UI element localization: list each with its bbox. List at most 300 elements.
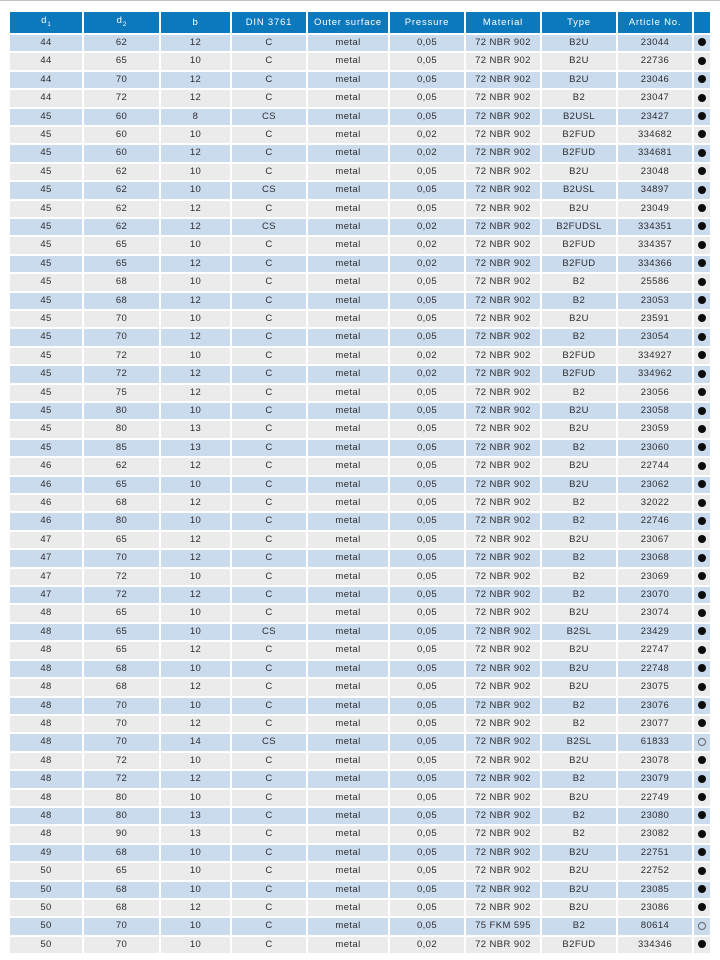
cell-d1: 45 — [10, 109, 82, 125]
cell-pressure: 0,05 — [390, 587, 464, 603]
cell-type: B2SL — [542, 624, 616, 640]
cell-b: 12 — [161, 716, 230, 732]
cell-material: 72 NBR 902 — [466, 753, 540, 769]
cell-b: 12 — [161, 587, 230, 603]
cell-din-3761: C — [232, 274, 306, 290]
cell-din-3761: CS — [232, 624, 306, 640]
cell-d2: 80 — [84, 403, 159, 419]
filled-circle-icon — [698, 811, 706, 819]
table-row — [10, 513, 710, 529]
table-row — [10, 605, 710, 621]
cell-material: 72 NBR 902 — [466, 293, 540, 309]
cell-d2: 72 — [84, 771, 159, 787]
cell-din-3761: CS — [232, 219, 306, 235]
cell-d2: 65 — [84, 624, 159, 640]
cell-pressure: 0,05 — [390, 734, 464, 750]
cell-outer-surface: metal — [308, 624, 388, 640]
cell-pressure: 0,05 — [390, 274, 464, 290]
cell-type: B2U — [542, 863, 616, 879]
filled-circle-icon — [698, 130, 706, 138]
filled-circle-icon — [698, 480, 706, 488]
filled-circle-icon — [698, 940, 706, 948]
cell-b: 12 — [161, 256, 230, 272]
table-row — [10, 35, 710, 51]
open-circle-icon — [698, 922, 706, 930]
cell-availability — [694, 90, 710, 106]
cell-din-3761: C — [232, 256, 306, 272]
cell-d1: 48 — [10, 624, 82, 640]
cell-article-no: 22747 — [618, 642, 692, 658]
cell-material: 72 NBR 902 — [466, 698, 540, 714]
table-row — [10, 237, 710, 253]
filled-circle-icon — [698, 222, 706, 230]
cell-d2: 65 — [84, 532, 159, 548]
table-row — [10, 403, 710, 419]
cell-material: 72 NBR 902 — [466, 90, 540, 106]
filled-circle-icon — [698, 370, 706, 378]
filled-circle-icon — [698, 296, 706, 304]
cell-pressure: 0,02 — [390, 237, 464, 253]
cell-d2: 80 — [84, 513, 159, 529]
cell-d2: 62 — [84, 164, 159, 180]
cell-outer-surface: metal — [308, 569, 388, 585]
cell-d2: 62 — [84, 458, 159, 474]
filled-circle-icon — [698, 149, 706, 157]
cell-d1: 50 — [10, 937, 82, 953]
cell-material: 72 NBR 902 — [466, 109, 540, 125]
cell-material: 72 NBR 902 — [466, 642, 540, 658]
table-row — [10, 311, 710, 327]
cell-article-no: 23044 — [618, 35, 692, 51]
cell-d2: 70 — [84, 937, 159, 953]
filled-circle-icon — [698, 278, 706, 286]
column-header-type — [542, 12, 616, 33]
cell-outer-surface: metal — [308, 72, 388, 88]
table-row — [10, 661, 710, 677]
table-row — [10, 274, 710, 290]
cell-type: B2 — [542, 329, 616, 345]
cell-article-no: 23047 — [618, 90, 692, 106]
cell-d2: 70 — [84, 329, 159, 345]
cell-type: B2SL — [542, 734, 616, 750]
cell-d1: 48 — [10, 605, 82, 621]
cell-pressure: 0,05 — [390, 477, 464, 493]
cell-material: 72 NBR 902 — [466, 366, 540, 382]
cell-article-no: 23070 — [618, 587, 692, 603]
cell-material: 72 NBR 902 — [466, 477, 540, 493]
table-row — [10, 127, 710, 143]
cell-availability — [694, 72, 710, 88]
cell-material: 72 NBR 902 — [466, 771, 540, 787]
column-header-label: Article No. — [628, 16, 682, 28]
cell-pressure: 0,05 — [390, 329, 464, 345]
cell-availability — [694, 513, 710, 529]
cell-d1: 48 — [10, 808, 82, 824]
cell-availability — [694, 421, 710, 437]
cell-type: B2U — [542, 532, 616, 548]
cell-din-3761: C — [232, 826, 306, 842]
cell-outer-surface: metal — [308, 145, 388, 161]
filled-circle-icon — [698, 609, 706, 617]
filled-circle-icon — [698, 57, 706, 65]
cell-d1: 45 — [10, 274, 82, 290]
cell-d1: 48 — [10, 826, 82, 842]
column-header-outer-surface — [308, 12, 388, 33]
column-header-article-no — [618, 12, 692, 33]
cell-b: 12 — [161, 145, 230, 161]
cell-d1: 45 — [10, 403, 82, 419]
cell-b: 12 — [161, 458, 230, 474]
cell-pressure: 0,05 — [390, 293, 464, 309]
cell-outer-surface: metal — [308, 918, 388, 934]
cell-material: 72 NBR 902 — [466, 182, 540, 198]
table-row — [10, 201, 710, 217]
cell-din-3761: C — [232, 127, 306, 143]
cell-article-no: 80614 — [618, 918, 692, 934]
cell-material: 72 NBR 902 — [466, 569, 540, 585]
filled-circle-icon — [698, 646, 706, 654]
cell-b: 10 — [161, 605, 230, 621]
cell-type: B2U — [542, 164, 616, 180]
cell-d2: 65 — [84, 642, 159, 658]
column-header-label: Material — [482, 16, 524, 28]
filled-circle-icon — [698, 885, 706, 893]
cell-availability — [694, 477, 710, 493]
cell-outer-surface: metal — [308, 513, 388, 529]
cell-material: 72 NBR 902 — [466, 127, 540, 143]
cell-din-3761: C — [232, 863, 306, 879]
cell-material: 72 NBR 902 — [466, 826, 540, 842]
cell-type: B2U — [542, 72, 616, 88]
cell-type: B2U — [542, 477, 616, 493]
cell-type: B2FUD — [542, 937, 616, 953]
filled-circle-icon — [698, 388, 706, 396]
cell-material: 72 NBR 902 — [466, 550, 540, 566]
cell-b: 10 — [161, 274, 230, 290]
cell-pressure: 0,05 — [390, 771, 464, 787]
cell-d1: 45 — [10, 293, 82, 309]
cell-availability — [694, 201, 710, 217]
cell-type: B2USL — [542, 109, 616, 125]
cell-article-no: 23079 — [618, 771, 692, 787]
column-header-label: Type — [567, 16, 591, 28]
cell-pressure: 0,05 — [390, 495, 464, 511]
cell-availability — [694, 753, 710, 769]
cell-article-no: 23067 — [618, 532, 692, 548]
cell-din-3761: CS — [232, 182, 306, 198]
cell-availability — [694, 532, 710, 548]
cell-type: B2 — [542, 808, 616, 824]
cell-b: 12 — [161, 72, 230, 88]
cell-d1: 45 — [10, 366, 82, 382]
cell-b: 12 — [161, 532, 230, 548]
filled-circle-icon — [698, 848, 706, 856]
cell-outer-surface: metal — [308, 256, 388, 272]
cell-pressure: 0,02 — [390, 348, 464, 364]
filled-circle-icon — [698, 112, 706, 120]
cell-material: 72 NBR 902 — [466, 587, 540, 603]
cell-pressure: 0,05 — [390, 900, 464, 916]
cell-availability — [694, 605, 710, 621]
cell-b: 12 — [161, 642, 230, 658]
cell-b: 12 — [161, 385, 230, 401]
table-row — [10, 716, 710, 732]
cell-din-3761: C — [232, 293, 306, 309]
cell-availability — [694, 642, 710, 658]
cell-d2: 62 — [84, 182, 159, 198]
cell-outer-surface: metal — [308, 109, 388, 125]
cell-type: B2 — [542, 90, 616, 106]
cell-material: 72 NBR 902 — [466, 863, 540, 879]
cell-din-3761: C — [232, 642, 306, 658]
cell-type: B2 — [542, 771, 616, 787]
cell-availability — [694, 109, 710, 125]
table-row — [10, 72, 710, 88]
table-row — [10, 679, 710, 695]
cell-d2: 72 — [84, 90, 159, 106]
cell-d2: 68 — [84, 293, 159, 309]
cell-article-no: 22736 — [618, 53, 692, 69]
cell-material: 72 NBR 902 — [466, 734, 540, 750]
table-row — [10, 145, 710, 161]
cell-availability — [694, 624, 710, 640]
cell-article-no: 23427 — [618, 109, 692, 125]
cell-d2: 68 — [84, 274, 159, 290]
cell-pressure: 0,02 — [390, 127, 464, 143]
cell-din-3761: C — [232, 477, 306, 493]
cell-article-no: 23077 — [618, 716, 692, 732]
table-row — [10, 826, 710, 842]
column-header-subscript: 2 — [122, 20, 127, 28]
cell-b: 13 — [161, 826, 230, 842]
cell-din-3761: C — [232, 679, 306, 695]
cell-type: B2 — [542, 587, 616, 603]
cell-d2: 65 — [84, 605, 159, 621]
cell-type: B2 — [542, 826, 616, 842]
cell-article-no: 23080 — [618, 808, 692, 824]
cell-din-3761: C — [232, 771, 306, 787]
filled-circle-icon — [698, 775, 706, 783]
cell-material: 72 NBR 902 — [466, 716, 540, 732]
filled-circle-icon — [698, 204, 706, 212]
cell-pressure: 0,05 — [390, 458, 464, 474]
cell-outer-surface: metal — [308, 440, 388, 456]
filled-circle-icon — [698, 259, 706, 267]
cell-material: 72 NBR 902 — [466, 164, 540, 180]
table-row — [10, 293, 710, 309]
cell-material: 72 NBR 902 — [466, 201, 540, 217]
cell-availability — [694, 293, 710, 309]
cell-material: 72 NBR 902 — [466, 605, 540, 621]
cell-d2: 70 — [84, 734, 159, 750]
cell-din-3761: C — [232, 237, 306, 253]
cell-d1: 45 — [10, 440, 82, 456]
cell-material: 72 NBR 902 — [466, 348, 540, 364]
cell-type: B2U — [542, 311, 616, 327]
cell-article-no: 23058 — [618, 403, 692, 419]
cell-availability — [694, 127, 710, 143]
cell-b: 10 — [161, 513, 230, 529]
filled-circle-icon — [698, 793, 706, 801]
cell-b: 10 — [161, 477, 230, 493]
cell-availability — [694, 716, 710, 732]
cell-availability — [694, 403, 710, 419]
cell-material: 72 NBR 902 — [466, 311, 540, 327]
cell-b: 14 — [161, 734, 230, 750]
cell-article-no: 23062 — [618, 477, 692, 493]
cell-outer-surface: metal — [308, 403, 388, 419]
cell-din-3761: C — [232, 440, 306, 456]
cell-outer-surface: metal — [308, 164, 388, 180]
cell-d1: 45 — [10, 219, 82, 235]
cell-type: B2U — [542, 661, 616, 677]
open-circle-icon — [698, 738, 706, 746]
filled-circle-icon — [698, 407, 706, 415]
cell-availability — [694, 329, 710, 345]
cell-d1: 45 — [10, 311, 82, 327]
column-header-label: d — [116, 15, 123, 26]
cell-outer-surface: metal — [308, 532, 388, 548]
cell-availability — [694, 937, 710, 953]
cell-material: 72 NBR 902 — [466, 72, 540, 88]
cell-din-3761: C — [232, 605, 306, 621]
cell-outer-surface: metal — [308, 90, 388, 106]
cell-b: 10 — [161, 753, 230, 769]
cell-din-3761: C — [232, 661, 306, 677]
table-row — [10, 219, 710, 235]
cell-d1: 44 — [10, 35, 82, 51]
cell-d1: 48 — [10, 771, 82, 787]
table-row — [10, 329, 710, 345]
cell-outer-surface: metal — [308, 329, 388, 345]
cell-outer-surface: metal — [308, 790, 388, 806]
cell-din-3761: C — [232, 495, 306, 511]
cell-din-3761: C — [232, 421, 306, 437]
cell-material: 72 NBR 902 — [466, 790, 540, 806]
cell-type: B2U — [542, 403, 616, 419]
column-header-label: Outer surface — [314, 16, 382, 28]
cell-d2: 65 — [84, 237, 159, 253]
cell-type: B2U — [542, 882, 616, 898]
cell-availability — [694, 882, 710, 898]
cell-type: B2U — [542, 790, 616, 806]
cell-article-no: 23068 — [618, 550, 692, 566]
cell-article-no: 23086 — [618, 900, 692, 916]
cell-b: 13 — [161, 421, 230, 437]
cell-b: 10 — [161, 845, 230, 861]
column-header-din-3761 — [232, 12, 306, 33]
cell-pressure: 0,05 — [390, 790, 464, 806]
cell-d2: 70 — [84, 72, 159, 88]
cell-d1: 48 — [10, 679, 82, 695]
cell-type: B2U — [542, 845, 616, 861]
cell-material: 72 NBR 902 — [466, 624, 540, 640]
page-edge-line — [0, 0, 720, 1]
table-row — [10, 734, 710, 750]
filled-circle-icon — [698, 443, 706, 451]
cell-article-no: 22749 — [618, 790, 692, 806]
cell-d2: 80 — [84, 808, 159, 824]
table-row — [10, 569, 710, 585]
cell-b: 12 — [161, 771, 230, 787]
cell-b: 12 — [161, 35, 230, 51]
cell-outer-surface: metal — [308, 716, 388, 732]
cell-pressure: 0,05 — [390, 90, 464, 106]
cell-availability — [694, 311, 710, 327]
cell-d2: 72 — [84, 753, 159, 769]
filled-circle-icon — [698, 462, 706, 470]
cell-type: B2FUD — [542, 366, 616, 382]
cell-outer-surface: metal — [308, 201, 388, 217]
cell-outer-surface: metal — [308, 182, 388, 198]
cell-din-3761: C — [232, 72, 306, 88]
cell-din-3761: C — [232, 882, 306, 898]
cell-din-3761: C — [232, 532, 306, 548]
cell-article-no: 22744 — [618, 458, 692, 474]
cell-outer-surface: metal — [308, 808, 388, 824]
cell-material: 72 NBR 902 — [466, 458, 540, 474]
cell-article-no: 334351 — [618, 219, 692, 235]
cell-b: 12 — [161, 550, 230, 566]
cell-din-3761: C — [232, 716, 306, 732]
cell-outer-surface: metal — [308, 734, 388, 750]
table-row — [10, 182, 710, 198]
cell-article-no: 23049 — [618, 201, 692, 217]
cell-outer-surface: metal — [308, 587, 388, 603]
cell-article-no: 23085 — [618, 882, 692, 898]
cell-pressure: 0,05 — [390, 698, 464, 714]
table-row — [10, 753, 710, 769]
cell-din-3761: C — [232, 698, 306, 714]
filled-circle-icon — [698, 425, 706, 433]
cell-availability — [694, 808, 710, 824]
table-row — [10, 366, 710, 382]
cell-din-3761: C — [232, 513, 306, 529]
cell-pressure: 0,05 — [390, 642, 464, 658]
cell-type: B2 — [542, 550, 616, 566]
cell-outer-surface: metal — [308, 642, 388, 658]
cell-pressure: 0,05 — [390, 201, 464, 217]
table-body — [10, 35, 710, 953]
cell-d1: 50 — [10, 900, 82, 916]
cell-article-no: 32022 — [618, 495, 692, 511]
cell-material: 72 NBR 902 — [466, 237, 540, 253]
table-row — [10, 53, 710, 69]
cell-d1: 48 — [10, 716, 82, 732]
cell-d1: 46 — [10, 495, 82, 511]
cell-pressure: 0,05 — [390, 661, 464, 677]
table-row — [10, 385, 710, 401]
cell-availability — [694, 348, 710, 364]
cell-type: B2 — [542, 513, 616, 529]
column-header-d2 — [84, 12, 159, 33]
cell-material: 72 NBR 902 — [466, 808, 540, 824]
cell-type: B2FUD — [542, 256, 616, 272]
cell-d1: 47 — [10, 569, 82, 585]
cell-outer-surface: metal — [308, 421, 388, 437]
cell-material: 72 NBR 902 — [466, 679, 540, 695]
cell-material: 72 NBR 902 — [466, 403, 540, 419]
cell-article-no: 23059 — [618, 421, 692, 437]
cell-pressure: 0,05 — [390, 440, 464, 456]
cell-din-3761: C — [232, 753, 306, 769]
cell-availability — [694, 53, 710, 69]
cell-article-no: 23054 — [618, 329, 692, 345]
table-row — [10, 845, 710, 861]
cell-type: B2 — [542, 293, 616, 309]
cell-d1: 46 — [10, 477, 82, 493]
cell-article-no: 23056 — [618, 385, 692, 401]
